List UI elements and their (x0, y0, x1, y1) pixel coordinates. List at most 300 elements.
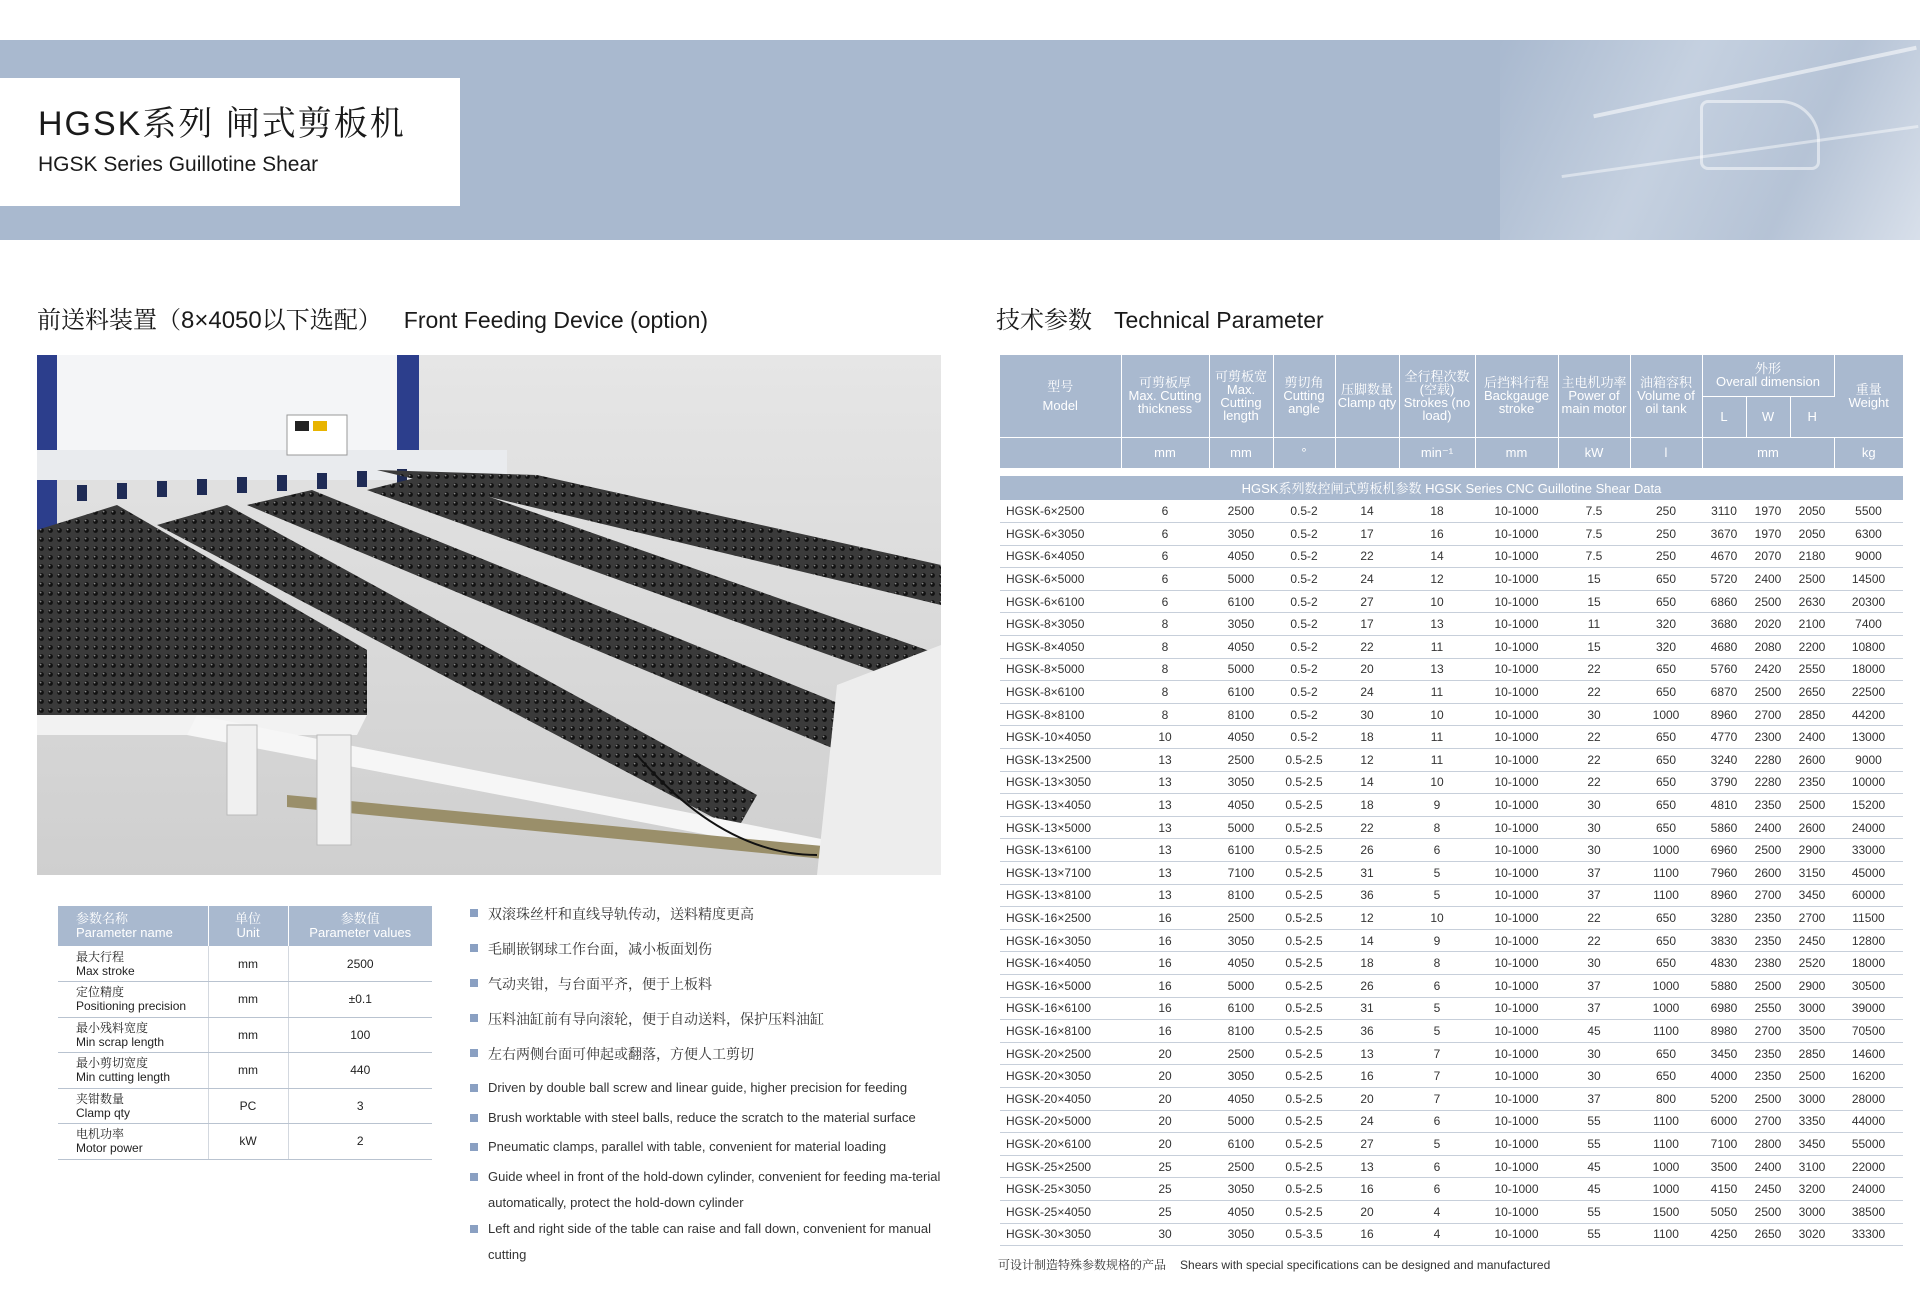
table-cell: 18 (1335, 952, 1399, 975)
table-cell: 14600 (1834, 1042, 1903, 1065)
table-cell: 30 (1558, 1065, 1630, 1088)
model-cell: HGSK-16×8100 (1000, 1020, 1121, 1043)
table-cell: 5 (1399, 1020, 1475, 1043)
table-cell: 55 (1558, 1223, 1630, 1246)
model-cell: HGSK-20×4050 (1000, 1087, 1121, 1110)
table-cell: 10-1000 (1475, 590, 1558, 613)
table-cell: 6 (1121, 568, 1209, 591)
table-row (1000, 907, 1903, 930)
table-cell: 2500 (1746, 1200, 1790, 1223)
table-cell: 2050 (1790, 523, 1834, 546)
model-cell: HGSK-6×2500 (1000, 500, 1121, 523)
table-cell: 2500 (1209, 1155, 1273, 1178)
table-cell: 1500 (1630, 1200, 1702, 1223)
list-item: 气动夹钳，与台面平齐，便于上板料 (470, 970, 952, 1005)
table-cell: 320 (1630, 636, 1702, 659)
table-cell: 3050 (1209, 1065, 1273, 1088)
table-cell: 10-1000 (1475, 1223, 1558, 1246)
table-cell: 10-1000 (1475, 681, 1558, 704)
table-cell: 9000 (1834, 749, 1903, 772)
model-cell: HGSK-20×2500 (1000, 1042, 1121, 1065)
table-cell: 13000 (1834, 726, 1903, 749)
table-cell: 650 (1630, 590, 1702, 613)
table-row (1000, 523, 1903, 546)
table-cell: 20300 (1834, 590, 1903, 613)
table-row (1000, 590, 1903, 613)
table-cell: 2550 (1790, 658, 1834, 681)
table-cell: 1100 (1630, 862, 1702, 885)
table-cell: 9 (1399, 929, 1475, 952)
unit-cell: kW (1558, 437, 1630, 468)
model-cell: HGSK-25×2500 (1000, 1155, 1121, 1178)
table-cell: 45000 (1834, 862, 1903, 885)
table-cell: 0.5-3.5 (1273, 1223, 1335, 1246)
table-cell: 7400 (1834, 613, 1903, 636)
table-cell: 0.5-2 (1273, 703, 1335, 726)
table-row (1000, 1178, 1903, 1201)
table-cell: 30 (1558, 839, 1630, 862)
table-cell: 12 (1335, 907, 1399, 930)
list-item: Left and right side of the table can raise and fall down, convenient for manual cutting (470, 1216, 952, 1268)
table-cell: 2850 (1790, 1042, 1834, 1065)
table-cell: 22 (1558, 907, 1630, 930)
header-dim-h: H (1790, 396, 1834, 437)
feeding-parameter-table (58, 906, 432, 1160)
page-title-en: HGSK Series Guillotine Shear (38, 153, 319, 176)
table-cell: 3050 (1209, 929, 1273, 952)
table-cell: 0.5-2.5 (1273, 1042, 1335, 1065)
header-dim-l: L (1702, 396, 1746, 437)
list-item: 压料油缸前有导向滚轮，便于自动送料，保护压料油缸 (470, 1005, 952, 1040)
table-cell: 44000 (1834, 1110, 1903, 1133)
front-feeding-heading-en: Front Feeding Device (option) (403, 307, 709, 333)
footnote (998, 1256, 1550, 1273)
unit-cell: l (1630, 437, 1702, 468)
table-row: 最小剪切宽度 Min cutting length mm 440 (58, 1053, 432, 1089)
table-cell: 5860 (1702, 816, 1746, 839)
table-cell: 13 (1399, 658, 1475, 681)
header-dim-w: W (1746, 396, 1790, 437)
table-row (1000, 884, 1903, 907)
table-cell: 45 (1558, 1178, 1630, 1201)
table-cell: 0.5-2 (1273, 545, 1335, 568)
table-cell: 2500 (1209, 500, 1273, 523)
table-cell: 2550 (1746, 997, 1790, 1020)
model-cell: HGSK-20×6100 (1000, 1133, 1121, 1156)
table-cell: 4670 (1702, 545, 1746, 568)
table-cell: 2400 (1790, 726, 1834, 749)
table-cell: 2650 (1746, 1223, 1790, 1246)
table-cell: 2500 (1790, 568, 1834, 591)
feature-list (470, 900, 952, 1268)
table-cell: 22000 (1834, 1155, 1903, 1178)
table-cell: 0.5-2.5 (1273, 1133, 1335, 1156)
table-cell: 2070 (1746, 545, 1790, 568)
table-cell: 3350 (1790, 1110, 1834, 1133)
table-cell: 8980 (1702, 1020, 1746, 1043)
table-cell: 2280 (1746, 771, 1790, 794)
table-cell: 0.5-2.5 (1273, 839, 1335, 862)
table-cell: 650 (1630, 1065, 1702, 1088)
table-cell: 0.5-2.5 (1273, 1155, 1335, 1178)
square-bullet-icon (470, 1143, 478, 1151)
table-cell: 10-1000 (1475, 1042, 1558, 1065)
table-cell: 17 (1335, 523, 1399, 546)
table-cell: 30 (1121, 1223, 1209, 1246)
table-cell: 27 (1335, 1133, 1399, 1156)
table-cell: 4050 (1209, 1087, 1273, 1110)
unit-cell (1000, 437, 1121, 468)
table-cell: 13 (1335, 1042, 1399, 1065)
table-cell: 1000 (1630, 1155, 1702, 1178)
table-cell: 2180 (1790, 545, 1834, 568)
table-cell: 2400 (1746, 568, 1790, 591)
table-row (1000, 1065, 1903, 1088)
table-row (1000, 1200, 1903, 1223)
table-cell: 3680 (1702, 613, 1746, 636)
table-row (1000, 816, 1903, 839)
model-cell: HGSK-20×5000 (1000, 1110, 1121, 1133)
square-bullet-icon (470, 1173, 478, 1181)
list-item: Guide wheel in front of the hold-down cylinder, convenient for feeding ma-terial automatically, protect the hold-down cylinder (470, 1164, 952, 1216)
table-cell: 16 (1121, 997, 1209, 1020)
table-cell: 22 (1558, 929, 1630, 952)
table-cell: 4050 (1209, 1200, 1273, 1223)
model-cell: HGSK-10×4050 (1000, 726, 1121, 749)
table-cell: 3200 (1790, 1178, 1834, 1201)
square-bullet-icon (470, 1014, 478, 1022)
table-cell: 20 (1121, 1042, 1209, 1065)
table-cell: 0.5-2.5 (1273, 884, 1335, 907)
table-cell: 0.5-2 (1273, 681, 1335, 704)
model-cell: HGSK-16×2500 (1000, 907, 1121, 930)
table-cell: 2850 (1790, 703, 1834, 726)
model-cell: HGSK-13×4050 (1000, 794, 1121, 817)
table-cell: 12 (1399, 568, 1475, 591)
table-cell: 5000 (1209, 568, 1273, 591)
table-cell: 4050 (1209, 794, 1273, 817)
table-cell: 0.5-2.5 (1273, 1087, 1335, 1110)
table-cell: 3500 (1702, 1155, 1746, 1178)
table-cell: 0.5-2.5 (1273, 1110, 1335, 1133)
table-row (1000, 636, 1903, 659)
table-cell: 7960 (1702, 862, 1746, 885)
table-cell: 11 (1399, 636, 1475, 659)
table-cell: 650 (1630, 771, 1702, 794)
table-cell: 250 (1630, 500, 1702, 523)
model-cell: HGSK-8×8100 (1000, 703, 1121, 726)
list-item: Driven by double ball screw and linear guide, higher precision for feeding (470, 1075, 952, 1105)
table-cell: 2450 (1790, 929, 1834, 952)
table-cell: 10 (1399, 703, 1475, 726)
technical-parameter-table (1000, 355, 1903, 1246)
unit-cell (1335, 437, 1399, 468)
table-cell: 37 (1558, 974, 1630, 997)
table-cell: 45 (1558, 1020, 1630, 1043)
model-cell: HGSK-25×3050 (1000, 1178, 1121, 1201)
table-row (1000, 1110, 1903, 1133)
table-cell: 55 (1558, 1133, 1630, 1156)
table-cell: 10-1000 (1475, 658, 1558, 681)
table-cell: 30 (1335, 703, 1399, 726)
table-cell: 26 (1335, 839, 1399, 862)
table-cell: 6 (1121, 500, 1209, 523)
table-cell: 10-1000 (1475, 1133, 1558, 1156)
table-cell: 0.5-2 (1273, 523, 1335, 546)
table-cell: 2050 (1790, 500, 1834, 523)
table-cell: 7100 (1702, 1133, 1746, 1156)
table-row: 电机功率 Motor power kW 2 (58, 1124, 432, 1160)
table-cell: 13 (1121, 771, 1209, 794)
table-cell: 4000 (1702, 1065, 1746, 1088)
table-row (1000, 974, 1903, 997)
table-row: 最小残料宽度 Min scrap length mm 100 (58, 1017, 432, 1053)
table-cell: 8 (1121, 681, 1209, 704)
table-cell: 650 (1630, 816, 1702, 839)
unit-cell: min⁻¹ (1399, 437, 1475, 468)
unit-cell: ° (1273, 437, 1335, 468)
table-cell: 36 (1335, 1020, 1399, 1043)
table-cell: 14 (1335, 771, 1399, 794)
model-cell: HGSK-16×4050 (1000, 952, 1121, 975)
header-backgauge: 后挡料行程 Backgauge stroke (1475, 355, 1558, 437)
table-cell: 27 (1335, 590, 1399, 613)
table-cell: 6980 (1702, 997, 1746, 1020)
table-cell: 4680 (1702, 636, 1746, 659)
table-cell: 20 (1121, 1110, 1209, 1133)
table-cell: 14 (1335, 929, 1399, 952)
table-cell: 2500 (1790, 1065, 1834, 1088)
table-cell: 2400 (1746, 1155, 1790, 1178)
model-cell: HGSK-13×6100 (1000, 839, 1121, 862)
table-cell: 2200 (1790, 636, 1834, 659)
table-cell: 8 (1121, 636, 1209, 659)
model-cell: HGSK-13×2500 (1000, 749, 1121, 772)
table-cell: 4 (1399, 1223, 1475, 1246)
square-bullet-icon (470, 1114, 478, 1122)
table-cell: 11 (1399, 726, 1475, 749)
table-cell: 2700 (1746, 703, 1790, 726)
table-cell: 16200 (1834, 1065, 1903, 1088)
table-cell: 1100 (1630, 1223, 1702, 1246)
table-row (1000, 997, 1903, 1020)
table-cell: 0.5-2.5 (1273, 974, 1335, 997)
technical-parameter-heading-en: Technical Parameter (1114, 307, 1324, 333)
table-cell: 2450 (1746, 1178, 1790, 1201)
table-cell: 8 (1399, 952, 1475, 975)
table-cell: 33000 (1834, 839, 1903, 862)
table-cell: 8100 (1209, 884, 1273, 907)
table-cell: 13 (1335, 1155, 1399, 1178)
model-cell: HGSK-8×6100 (1000, 681, 1121, 704)
table-cell: 28000 (1834, 1087, 1903, 1110)
table-row (1000, 749, 1903, 772)
table-cell: 3050 (1209, 771, 1273, 794)
table-cell: 3280 (1702, 907, 1746, 930)
table-cell: 36 (1335, 884, 1399, 907)
table-cell: 14 (1399, 545, 1475, 568)
table-cell: 15 (1558, 636, 1630, 659)
model-cell: HGSK-6×6100 (1000, 590, 1121, 613)
table-row (1000, 726, 1903, 749)
table-cell: 2900 (1790, 839, 1834, 862)
table-cell: 7.5 (1558, 545, 1630, 568)
table-cell: 37 (1558, 862, 1630, 885)
square-bullet-icon (470, 944, 478, 952)
square-bullet-icon (470, 909, 478, 917)
table-cell: 3050 (1209, 1223, 1273, 1246)
table-cell: 650 (1630, 658, 1702, 681)
table-cell: 33300 (1834, 1223, 1903, 1246)
table-cell: 2700 (1790, 907, 1834, 930)
table-cell: 12800 (1834, 929, 1903, 952)
list-item: 左右两侧台面可伸起或翻落，方便人工剪切 (470, 1040, 952, 1075)
table-cell: 3450 (1790, 1133, 1834, 1156)
table-cell: 2020 (1746, 613, 1790, 636)
table-cell: 55 (1558, 1110, 1630, 1133)
table-cell: 7100 (1209, 862, 1273, 885)
table-row (1000, 1223, 1903, 1246)
table-cell: 1000 (1630, 974, 1702, 997)
model-cell: HGSK-13×7100 (1000, 862, 1121, 885)
table-cell: 10-1000 (1475, 1020, 1558, 1043)
table-cell: 3100 (1790, 1155, 1834, 1178)
table-cell: 6100 (1209, 839, 1273, 862)
table-cell: 8 (1399, 816, 1475, 839)
table-cell: 24 (1335, 1110, 1399, 1133)
model-cell: HGSK-8×3050 (1000, 613, 1121, 636)
table-cell: 3050 (1209, 1178, 1273, 1201)
table-cell: 3450 (1790, 884, 1834, 907)
table-cell: 250 (1630, 545, 1702, 568)
table-cell: 320 (1630, 613, 1702, 636)
model-cell: HGSK-6×3050 (1000, 523, 1121, 546)
front-feeding-heading-cn: 前送料装置（8×4050以下选配） (37, 307, 382, 334)
table-cell: 13 (1121, 884, 1209, 907)
table-cell: 2400 (1746, 816, 1790, 839)
table-cell: 39000 (1834, 997, 1903, 1020)
table-cell: 5050 (1702, 1200, 1746, 1223)
table-cell: 6 (1121, 590, 1209, 613)
table-cell: 2900 (1790, 974, 1834, 997)
table-cell: 16 (1335, 1178, 1399, 1201)
square-bullet-icon (470, 979, 478, 987)
table-cell: 3670 (1702, 523, 1746, 546)
table-cell: 10 (1399, 771, 1475, 794)
table-cell: 2600 (1790, 749, 1834, 772)
table-cell: 18000 (1834, 658, 1903, 681)
table-cell: 650 (1630, 794, 1702, 817)
table-cell: 6 (1121, 523, 1209, 546)
table-cell: 2350 (1746, 1042, 1790, 1065)
table-cell: 4770 (1702, 726, 1746, 749)
table-cell: 650 (1630, 1042, 1702, 1065)
table-cell: 15200 (1834, 794, 1903, 817)
table-row (1000, 771, 1903, 794)
table-cell: 2500 (1746, 974, 1790, 997)
table-cell: 30 (1558, 816, 1630, 839)
table-cell: 0.5-2 (1273, 500, 1335, 523)
table-cell: 0.5-2.5 (1273, 952, 1335, 975)
table-cell: 2350 (1746, 794, 1790, 817)
model-cell: HGSK-20×3050 (1000, 1065, 1121, 1088)
table-cell: 250 (1630, 523, 1702, 546)
table-cell: 22500 (1834, 681, 1903, 704)
table-cell: 2500 (1746, 1087, 1790, 1110)
table-cell: 18 (1399, 500, 1475, 523)
table-row (1000, 613, 1903, 636)
model-cell: HGSK-6×4050 (1000, 545, 1121, 568)
table-cell: 11 (1399, 749, 1475, 772)
table-cell: 10-1000 (1475, 523, 1558, 546)
table-cell: 3450 (1702, 1042, 1746, 1065)
table-cell: 5880 (1702, 974, 1746, 997)
table-cell: 8100 (1209, 1020, 1273, 1043)
table-cell: 30 (1558, 794, 1630, 817)
table-cell: 10-1000 (1475, 1065, 1558, 1088)
table-cell: 16 (1121, 952, 1209, 975)
table-row (1000, 500, 1903, 523)
header-length: 可剪板宽 Max. Cutting length (1209, 355, 1273, 437)
table-cell: 5000 (1209, 974, 1273, 997)
table-cell: 16 (1121, 907, 1209, 930)
table-cell: 7.5 (1558, 500, 1630, 523)
table-cell: 8 (1121, 703, 1209, 726)
table-cell: 24000 (1834, 1178, 1903, 1201)
table-cell: 3000 (1790, 1087, 1834, 1110)
table-cell: 2500 (1746, 590, 1790, 613)
table-cell: 5000 (1209, 816, 1273, 839)
table-cell: 6300 (1834, 523, 1903, 546)
table-cell: 16 (1121, 1020, 1209, 1043)
table-cell: 10-1000 (1475, 816, 1558, 839)
table-row (1000, 1087, 1903, 1110)
table-cell: 10-1000 (1475, 974, 1558, 997)
table-cell: 22 (1335, 636, 1399, 659)
model-cell: HGSK-16×6100 (1000, 997, 1121, 1020)
table-cell: 3000 (1790, 1200, 1834, 1223)
table-cell: 5500 (1834, 500, 1903, 523)
square-bullet-icon (470, 1084, 478, 1092)
table-cell: 6100 (1209, 590, 1273, 613)
table-cell: 1000 (1630, 839, 1702, 862)
header-clamp: 压脚数量 Clamp qty (1335, 355, 1399, 437)
table-cell: 8100 (1209, 703, 1273, 726)
table-cell: 26 (1335, 974, 1399, 997)
table-cell: 4050 (1209, 952, 1273, 975)
table-cell: 16 (1335, 1223, 1399, 1246)
table-cell: 45 (1558, 1155, 1630, 1178)
table-cell: 22 (1558, 749, 1630, 772)
table-cell: 0.5-2 (1273, 590, 1335, 613)
table-cell: 25 (1121, 1200, 1209, 1223)
front-feeding-heading (37, 300, 708, 335)
table-cell: 7 (1399, 1065, 1475, 1088)
table-cell: 70500 (1834, 1020, 1903, 1043)
table-cell: 2350 (1790, 771, 1834, 794)
table-row (1000, 929, 1903, 952)
header-model: 型号 Model (1000, 355, 1121, 437)
table-cell: 15 (1558, 590, 1630, 613)
table-cell: 22 (1558, 771, 1630, 794)
table-cell: 6 (1399, 839, 1475, 862)
table-cell: 10-1000 (1475, 794, 1558, 817)
table-cell: 24000 (1834, 816, 1903, 839)
table-cell: 14 (1335, 500, 1399, 523)
table-row: 定位精度 Positioning precision mm ±0.1 (58, 982, 432, 1018)
table-cell: 10-1000 (1475, 929, 1558, 952)
table-cell: 10 (1399, 590, 1475, 613)
